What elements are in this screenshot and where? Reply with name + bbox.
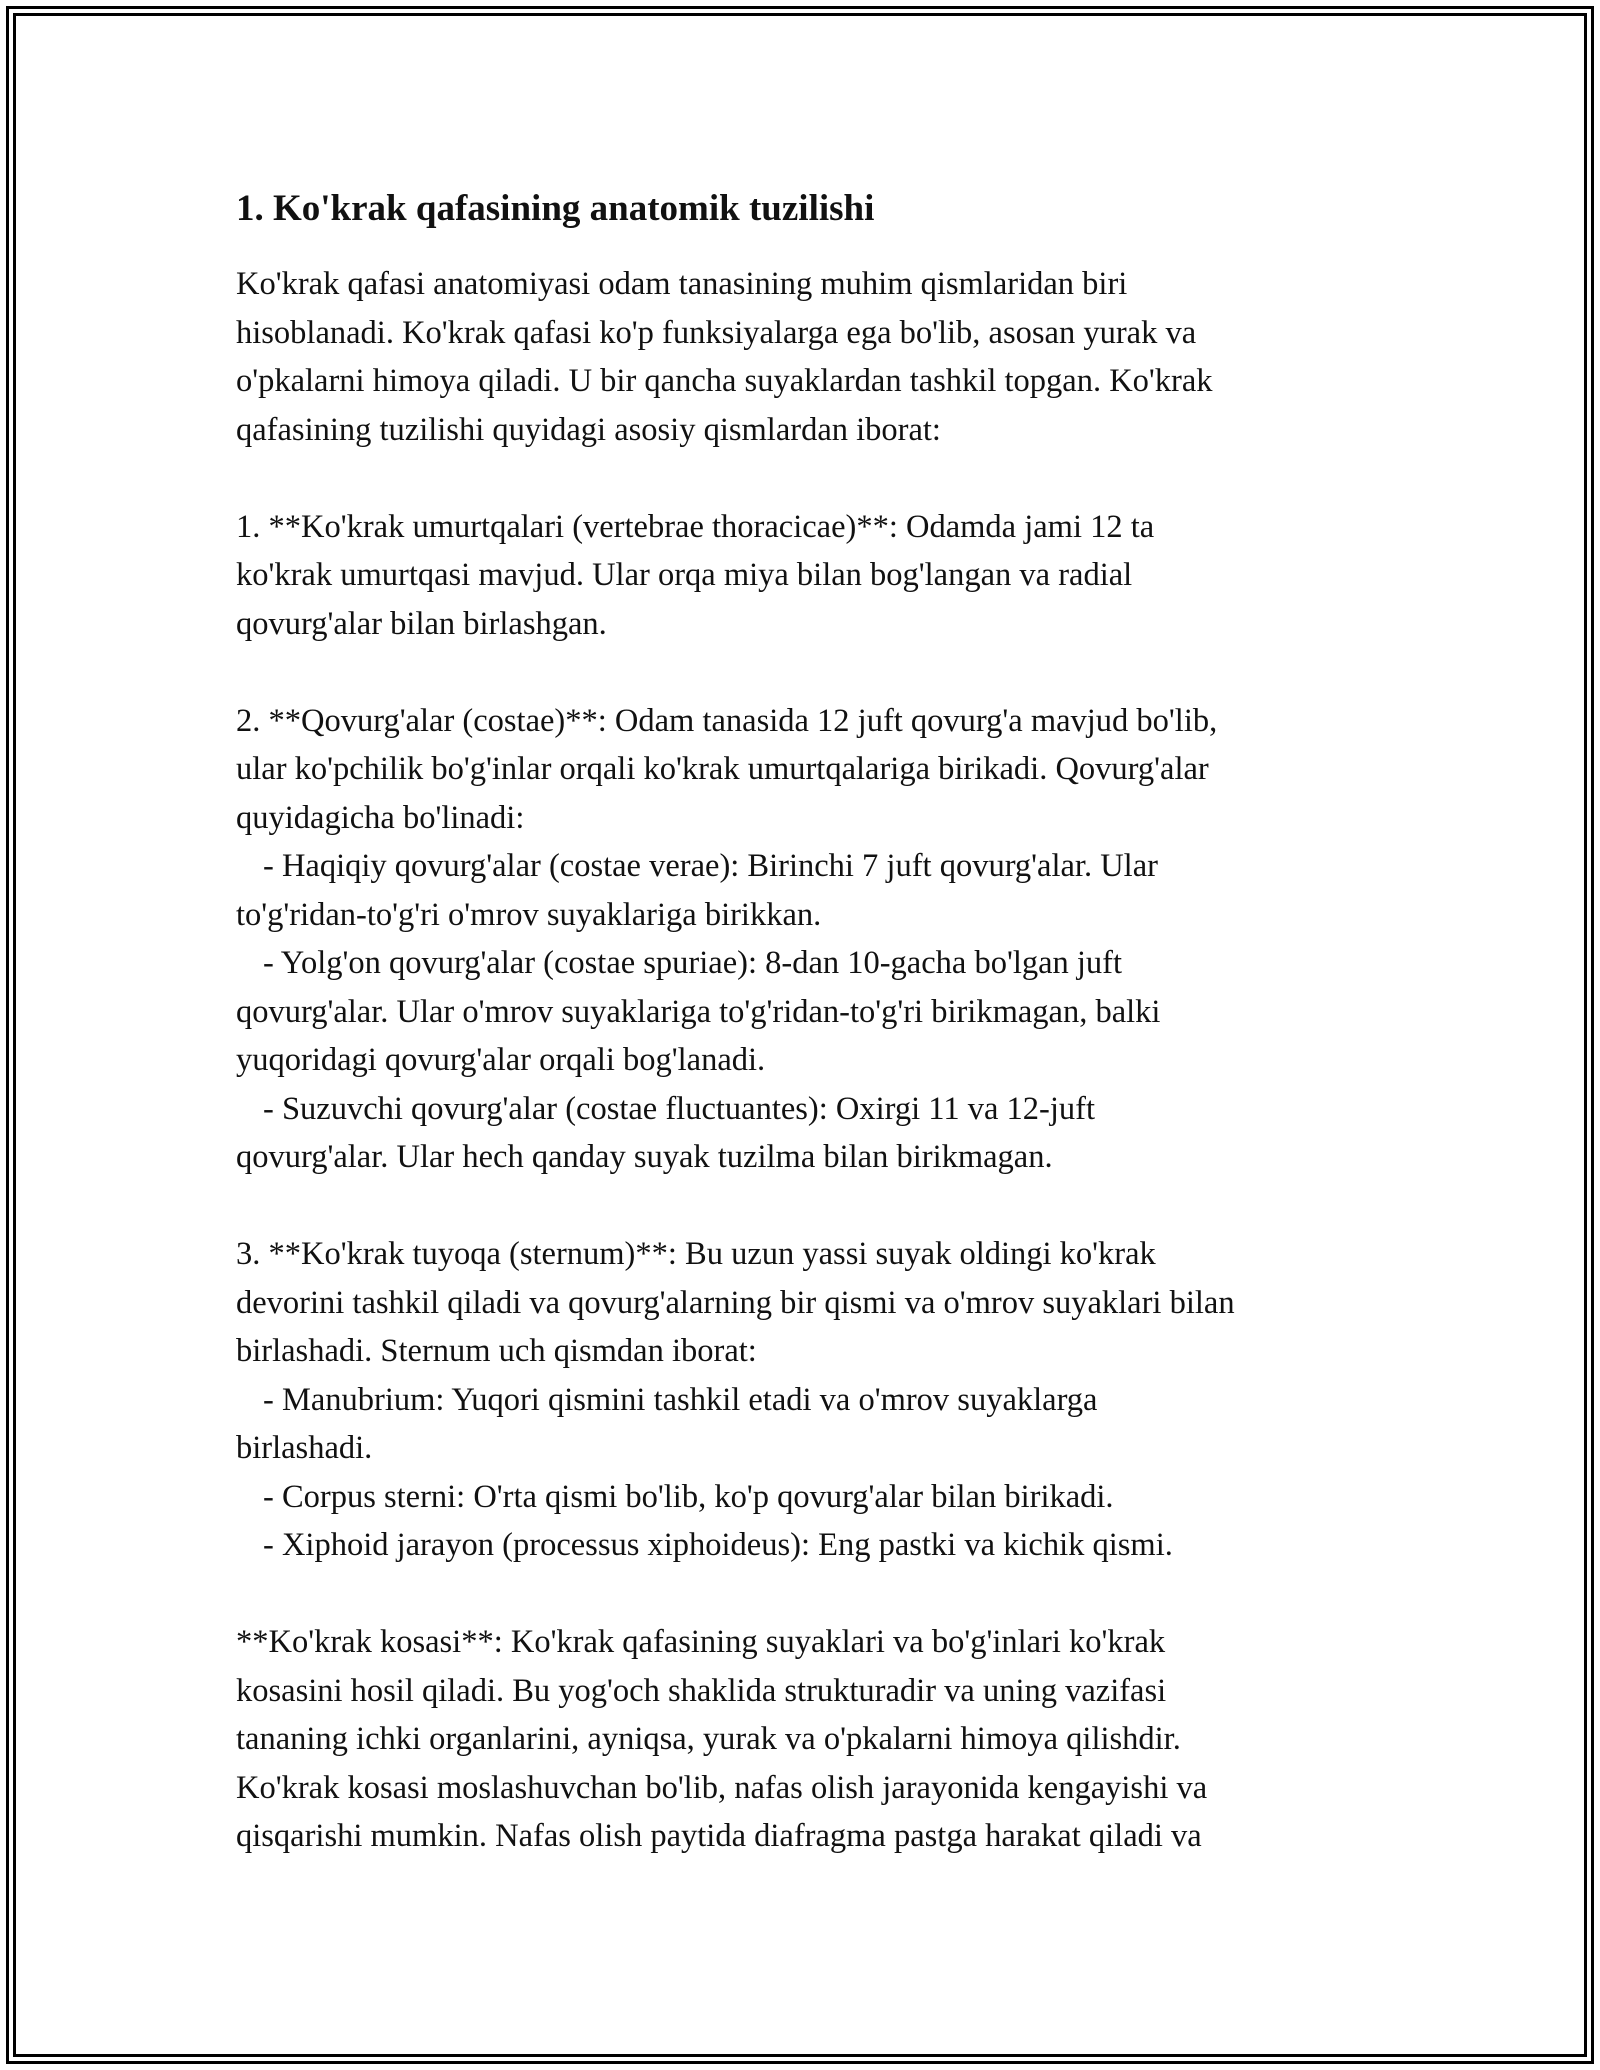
text-line: - Haqiqiy qovurg'alar (costae verae): Birinchi 7 juft qovurg'alar. Ular	[263, 848, 1158, 884]
text-line: yuqoridagi qovurg'alar orqali bog'lanadi.	[236, 1042, 766, 1078]
text-line: **Ko'krak kosasi**: Ko'krak qafasining suyaklari va bo'g'inlari ko'krak	[236, 1624, 1166, 1660]
text-line: 1. **Ko'krak umurtqalari (vertebrae thoracicae)**: Odamda jami 12 ta	[236, 508, 1155, 545]
text-line: devorini tashkil qiladi va qovurg'alarning bir qismi va o'mrov suyaklari bilan	[236, 1284, 1235, 1321]
text-line: qovurg'alar. Ular hech qanday suyak tuzilma bilan birikmagan.	[236, 1139, 1053, 1175]
text-line: birlashadi.	[236, 1430, 373, 1466]
text-line: Ko'krak kosasi moslashuvchan bo'lib, nafas olish jarayonida kengayishi va	[236, 1769, 1208, 1806]
text-line: hisoblanadi. Ko'krak qafasi ko'p funksiyalarga ega bo'lib, asosan yurak va	[236, 314, 1197, 351]
document-body	[236, 186, 1376, 1861]
blank-line	[236, 454, 1376, 503]
text-line: - Xiphoid jarayon (processus xiphoideus): Eng pastki va kichik qismi.	[263, 1527, 1173, 1563]
text-line: ular ko'pchilik bo'g'inlar orqali ko'krak umurtqalariga birikadi. Qovurg'alar	[236, 751, 1209, 787]
text-line: Ko'krak qafasi anatomiyasi odam tanasining muhim qismlaridan biri	[236, 266, 1128, 302]
text-line: - Manubrium: Yuqori qismini tashkil etadi va o'mrov suyaklarga	[263, 1381, 1098, 1418]
text-line: 3. **Ko'krak tuyoqa (sternum)**: Bu uzun yassi suyak oldingi ko'krak	[236, 1236, 1156, 1272]
text-line: qovurg'alar. Ular o'mrov suyaklariga to'g'ridan-to'g'ri birikmagan, balki	[236, 993, 1161, 1030]
document-text	[236, 260, 1376, 1861]
text-line: tananing ichki organlarini, ayniqsa, yurak va o'pkalarni himoya qilishdir.	[236, 1721, 1181, 1757]
text-line: - Yolg'on qovurg'alar (costae spuriae): 8-dan 10-gacha bo'lgan juft	[263, 945, 1123, 981]
text-line: - Suzuvchi qovurg'alar (costae fluctuantes): Oxirgi 11 va 12-juft	[263, 1090, 1095, 1127]
page-title: 1. Ko'krak qafasining anatomik tuzilishi	[236, 188, 875, 229]
text-line: quyidagicha bo'linadi:	[236, 799, 525, 836]
text-line: qisqarishi mumkin. Nafas olish paytida diafragma pastga harakat qiladi va	[236, 1818, 1202, 1854]
blank-line	[236, 648, 1376, 697]
blank-line	[236, 1570, 1376, 1619]
text-line: 2. **Qovurg'alar (costae)**: Odam tanasida 12 juft qovurg'a mavjud bo'lib,	[236, 702, 1218, 739]
text-line: to'g'ridan-to'g'ri o'mrov suyaklariga birikkan.	[236, 896, 822, 933]
text-line: qafasining tuzilishi quyidagi asosiy qismlardan iborat:	[236, 411, 941, 448]
text-line: kosasini hosil qiladi. Bu yog'och shaklida strukturadir va uning vazifasi	[236, 1672, 1167, 1709]
text-line: birlashadi. Sternum uch qismdan iborat:	[236, 1333, 757, 1369]
blank-line	[236, 1182, 1376, 1231]
text-line: o'pkalarni himoya qiladi. U bir qancha suyaklardan tashkil topgan. Ko'krak	[236, 363, 1213, 399]
text-line: ko'krak umurtqasi mavjud. Ular orqa miya bilan bog'langan va radial	[236, 557, 1133, 593]
text-line: - Corpus sterni: O'rta qismi bo'lib, ko'p qovurg'alar bilan birikadi.	[263, 1478, 1114, 1515]
text-line: qovurg'alar bilan birlashgan.	[236, 605, 607, 642]
